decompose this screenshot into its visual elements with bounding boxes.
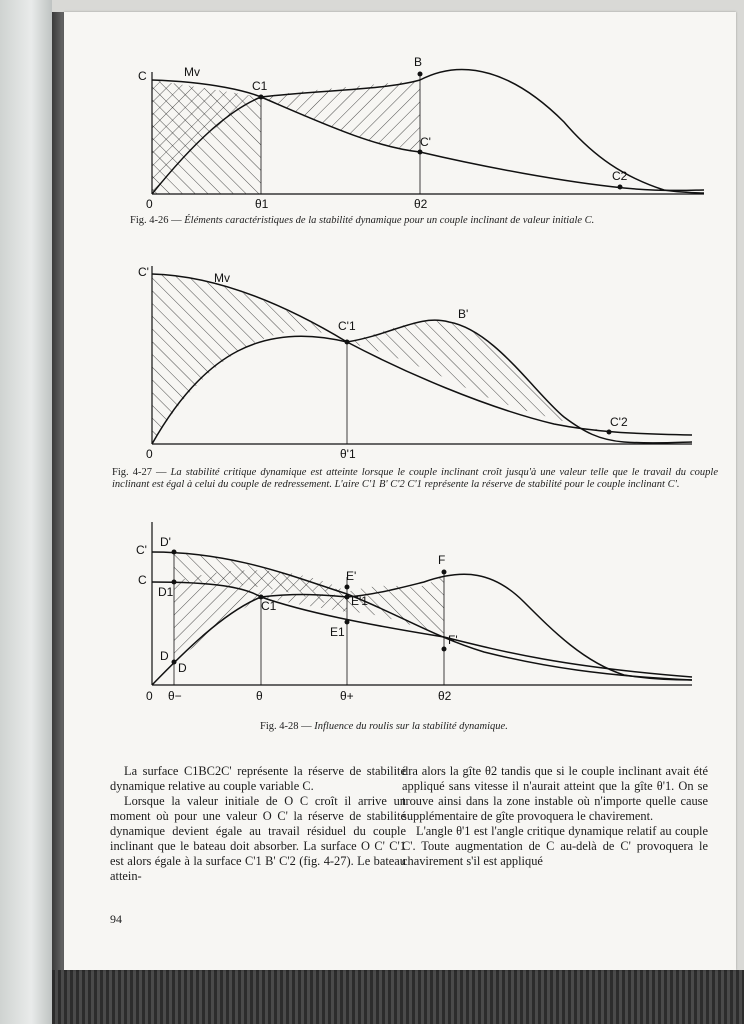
paragraph-left-2: Lorsque la valeur initiale de O C croît il arrive un moment où pour une valeur O C' la réserve de stabilité dynamique devient égale au travail résiduel du couple inclinant que le bateau doit absorber. La surface O C' C'1 est alors égale à la surface C'1 B' C'2 (fig. 4-27). Le bateau attein- [110, 794, 406, 883]
fig28-label-Cprime: C' [136, 543, 147, 557]
figure-4-27 [138, 265, 692, 461]
paragraph-right-2: L'angle θ'1 est l'angle critique dynamique relatif au couple C'. Toute augmentation de C au-delà de C' provoquera le chavirement s'il est appliqué [402, 824, 708, 868]
fig26-label-theta2: θ2 [414, 197, 428, 211]
fig28-label-Fprime: F' [448, 633, 458, 647]
fig27-label-thetaprime1: θ'1 [340, 447, 356, 461]
paragraph-left-1: La surface C1BC2C' représente la réserve de stabilité dynamique relative au couple variable C. [110, 764, 406, 793]
text-column-right [402, 764, 708, 869]
caption-fig-4-28 [260, 721, 600, 733]
caption-fig-4-27-number: Fig. 4-27 — [112, 467, 167, 478]
caption-fig-4-28-number: Fig. 4-28 — [260, 721, 312, 732]
fig26-label-B: B [414, 55, 423, 69]
page-number: 94 [110, 912, 122, 926]
fig28-label-E1: E1 [330, 625, 345, 639]
fig28-label-D: D [160, 649, 169, 663]
fig28-label-Eprime1: E'1 [351, 594, 368, 608]
fig28-label-C1: C1 [261, 599, 277, 613]
fig26-label-C2: C2 [612, 169, 628, 183]
fig28-label-Dprime: D' [160, 535, 171, 549]
fig28-label-theta: θ [256, 689, 263, 703]
fig28-label-C: C [138, 573, 147, 587]
caption-fig-4-26 [130, 215, 730, 227]
fig28-label-Eprime: E' [346, 569, 357, 583]
fig26-label-origin: 0 [146, 197, 153, 211]
fig26-label-theta1: θ1 [255, 197, 269, 211]
caption-fig-4-27-text: La stabilité critique dynamique est atteinte lorsque le couple inclinant croît jusqu'à une valeur telle que le travail du couple inclinant est égal à celui du couple de redressement. L'aire C'1 B' C'2 C'1 représente la réserve de stabilité pour le couple inclinant C'. [112, 467, 718, 490]
fig27-label-Bprime: B' [458, 307, 469, 321]
figure-4-26 [138, 55, 704, 211]
fig27-label-Mv: Mv [214, 271, 230, 285]
fig27-label-Cprime1: C'1 [338, 319, 356, 333]
fig26-label-Mv: Mv [184, 65, 200, 79]
fig28-label-theta-minus: θ− [168, 689, 182, 703]
fig27-label-Cprime: C' [138, 265, 149, 279]
caption-fig-4-26-text: Éléments caractéristiques de la stabilité dynamique pour un couple inclinant de valeur initiale C. [184, 215, 595, 226]
fig28-label-F: F [438, 553, 446, 567]
scanner-edge [52, 970, 744, 1024]
caption-fig-4-28-text: Influence du roulis sur la stabilité dynamique. [314, 721, 508, 732]
fig28-label-D1: D1 [158, 585, 174, 599]
fig26-label-C1: C1 [252, 79, 268, 93]
fig28-label-D-lower: D [178, 661, 187, 675]
caption-fig-4-26-number: Fig. 4-26 — [130, 215, 182, 226]
fig28-label-theta-plus: θ+ [340, 689, 354, 703]
fig26-label-C: C [138, 69, 147, 83]
caption-fig-4-27 [112, 467, 718, 491]
book-gutter [52, 12, 64, 972]
book-spine [0, 0, 52, 1024]
fig27-label-origin: 0 [146, 447, 153, 461]
fig27-label-Cprime2: C'2 [610, 415, 628, 429]
fig28-label-origin: 0 [146, 689, 153, 703]
fig28-label-theta2: θ2 [438, 689, 452, 703]
paragraph-right-1: dra alors la gîte θ2 tandis que si le couple inclinant avait été appliqué sans vitesse il n'aurait atteint que la gîte θ'1. On se trouve ainsi dans la zone instable où n'importe quelle cause supplémentaire de gîte provoquera le chavirement. [402, 764, 708, 823]
text-column-left [110, 764, 406, 884]
figure-4-28 [136, 522, 692, 703]
book-page [64, 12, 736, 970]
fig26-label-Cprime: C' [420, 135, 431, 149]
